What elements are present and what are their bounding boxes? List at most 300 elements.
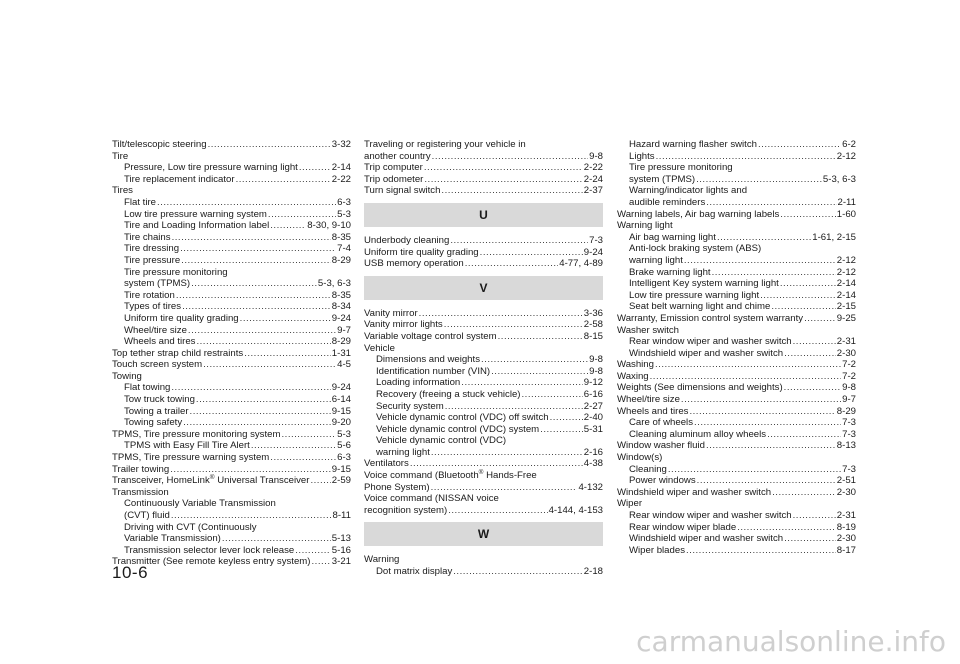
entry-text: Low tire pressure warning system [124, 208, 267, 220]
dot-leader [498, 331, 583, 343]
dot-leader [461, 377, 583, 389]
page-reference: 5-3 [337, 208, 351, 220]
entry-text: Types of tires [124, 301, 182, 313]
page-reference: 2-22 [331, 173, 351, 185]
entry-text: Continuously Variable Transmission [124, 498, 276, 510]
dot-leader [188, 325, 336, 337]
dot-leader [696, 174, 822, 186]
dot-leader [191, 278, 317, 290]
page-reference: 1-60 [836, 208, 856, 220]
page-reference: 9-8 [589, 365, 603, 377]
entry-text: Dot matrix display [376, 566, 453, 578]
entry-text: TPMS, Tire pressure warning system [112, 452, 270, 464]
entry-text: audible reminders [629, 196, 706, 208]
entry-text-part: Universal Transceiver [214, 475, 310, 487]
index-entry [617, 359, 856, 371]
dot-leader [424, 162, 583, 174]
page-reference: 9-24 [331, 312, 351, 324]
page-reference: 3-21 [331, 556, 351, 568]
index-subentry [617, 197, 856, 209]
index-entry [617, 382, 856, 394]
entry-text: Windshield wiper and washer switch [629, 347, 784, 359]
dot-leader [771, 301, 835, 313]
page-reference: 2-24 [583, 173, 603, 185]
entry-text: TPMS with Easy Fill Tire Alert [124, 440, 250, 452]
entry-text: Recovery (freeing a stuck vehicle) [376, 388, 521, 400]
page-reference: 8-15 [583, 330, 603, 342]
index-entry [112, 359, 351, 371]
page-reference: 6-3 [337, 196, 351, 208]
index-subentry [112, 440, 351, 452]
index-subentry [617, 174, 856, 186]
entry-text: Air bag warning light [629, 231, 716, 243]
index-subentry [112, 325, 351, 337]
dot-leader [270, 452, 336, 464]
entry-text: Transmission selector lever lock release [124, 544, 295, 556]
index-entry [617, 487, 856, 499]
entry-text: Washing [617, 359, 654, 371]
dot-leader [172, 232, 331, 244]
entry-text: Lights [629, 150, 655, 162]
entry-text: Wheel/tire size [617, 394, 680, 406]
page-reference: 2-14 [836, 289, 856, 301]
page-reference: 6-3 [337, 452, 351, 464]
page-reference: 2-30 [836, 486, 856, 498]
index-subentry [364, 412, 603, 424]
entry-text: warning light [376, 446, 430, 458]
index-subentry [617, 301, 856, 313]
index-column-1 [112, 139, 351, 568]
index-entry [112, 475, 351, 487]
index-subentry [112, 209, 351, 221]
dot-leader [780, 278, 836, 290]
page-reference: 1-61, 2-15 [812, 231, 856, 243]
dot-leader [480, 247, 583, 259]
index-column-3 [617, 139, 856, 556]
dot-leader [312, 556, 331, 568]
index-entry [364, 493, 603, 505]
index-subentry [617, 255, 856, 267]
index-subentry [364, 377, 603, 389]
page-reference: 7-4 [337, 243, 351, 255]
index-subentry [112, 278, 351, 290]
page-reference: 9-7 [842, 394, 856, 406]
dot-leader [784, 533, 836, 545]
index-subentry [364, 389, 603, 401]
entry-text: Dimensions and weights [376, 354, 480, 366]
index-entry [112, 487, 351, 499]
dot-leader [310, 475, 330, 487]
entry-text: Towing a trailer [124, 405, 189, 417]
entry-text: Rear window wiper and washer switch [629, 510, 792, 521]
index-entry [364, 554, 603, 566]
entry-text: Uniform tire quality grading [124, 312, 239, 324]
dot-leader [804, 313, 836, 325]
entry-text: warning light [629, 254, 683, 266]
page-reference: 1-31 [331, 347, 351, 359]
index-subentry [617, 243, 856, 255]
index-subentry [617, 151, 856, 163]
dot-leader [772, 487, 836, 499]
entry-text: Cleaning [629, 463, 667, 475]
index-entry [112, 429, 351, 441]
index-subentry [617, 185, 856, 197]
entry-text: (CVT) fluid [124, 510, 170, 521]
page-reference: 8-34 [331, 301, 351, 313]
page-reference: 9-15 [331, 463, 351, 475]
page-reference: 7-3 [589, 234, 603, 246]
dot-leader [445, 401, 583, 413]
dot-leader [441, 185, 582, 197]
index-subentry [364, 566, 603, 578]
page-reference: 2-59 [331, 475, 351, 487]
index-subentry [112, 290, 351, 302]
dot-leader [780, 209, 836, 221]
index-subentry [617, 278, 856, 290]
index-subentry [617, 545, 856, 557]
dot-leader [208, 139, 331, 151]
dot-leader [444, 319, 583, 331]
page-reference: 7-3 [842, 417, 856, 429]
index-subentry [112, 545, 351, 557]
index-entry [364, 247, 603, 259]
dot-leader [717, 232, 811, 244]
entry-text: Vehicle [364, 342, 395, 354]
entry-text: Turn signal switch [364, 185, 441, 197]
dot-leader [655, 359, 841, 371]
page-reference: 9-8 [842, 382, 856, 394]
entry-text: Top tether strap child restraints [112, 347, 244, 359]
dot-leader [295, 545, 331, 557]
page-reference: 9-12 [583, 377, 603, 389]
dot-leader [281, 429, 336, 441]
registered-mark: ® [209, 474, 215, 482]
page-reference: 9-20 [331, 417, 351, 429]
page-reference: 2-30 [836, 533, 856, 545]
entry-text: Weights (See dimensions and weights) [617, 382, 783, 394]
dot-leader [686, 545, 836, 557]
page-reference: 2-51 [836, 475, 856, 487]
index-entry [112, 452, 351, 464]
index-subentry [112, 406, 351, 418]
entry-text: Security system [376, 400, 444, 412]
entry-text: Washer switch [617, 324, 680, 336]
entry-text: Anti-lock braking system (ABS) [629, 243, 762, 255]
index-subentry [617, 290, 856, 302]
entry-text: Wheels and tires [617, 405, 689, 417]
entry-text: Tire replacement indicator [124, 173, 235, 185]
entry-text-part: Hands-Free [483, 470, 537, 482]
index-entry [112, 371, 351, 383]
dot-leader [182, 301, 331, 313]
entry-text: Tilt/telescopic steering [112, 139, 207, 150]
dot-leader [689, 406, 835, 418]
index-entry [364, 174, 603, 186]
index-subentry [617, 336, 856, 348]
page-reference: 2-12 [836, 254, 856, 266]
entry-text: Towing [112, 370, 142, 382]
index-subentry [617, 533, 856, 545]
dot-leader [244, 348, 331, 360]
dot-leader [419, 308, 583, 320]
dot-leader [431, 482, 578, 494]
page-reference: 2-16 [583, 446, 603, 458]
dot-leader [737, 522, 836, 534]
page-reference: 5-3, 6-3 [317, 278, 351, 290]
index-entry [617, 209, 856, 221]
index-subentry [617, 464, 856, 476]
page-reference: 9-7 [337, 324, 351, 336]
dot-leader [196, 394, 331, 406]
entry-text: Trailer towing [112, 463, 170, 475]
entry-text: Rear window wiper and washer switch [629, 336, 792, 348]
entry-text: Vanity mirror [364, 307, 418, 319]
index-subentry [112, 174, 351, 186]
dot-leader [176, 290, 331, 302]
index-subentry [112, 510, 351, 522]
index-subentry [364, 354, 603, 366]
page-reference: 3-32 [331, 139, 351, 150]
page-reference: 9-25 [836, 312, 856, 324]
page-reference: 2-37 [583, 185, 603, 197]
entry-text: Warning/indicator lights and [629, 185, 748, 197]
index-entry [112, 348, 351, 360]
entry-text: Power windows [629, 475, 696, 487]
entry-text: Wiper [617, 498, 643, 510]
entry-text: Transmitter (See remote keyless entry system) [112, 556, 311, 568]
page-reference: 8-29 [331, 336, 351, 348]
index-subentry [617, 429, 856, 441]
index-subentry [112, 301, 351, 313]
page-reference: 4-38 [583, 458, 603, 470]
page-reference: 9-24 [583, 246, 603, 258]
entry-text: Tires [112, 185, 133, 197]
entry-text: Windshield wiper and washer switch [617, 486, 772, 498]
page-reference: 2-31 [836, 336, 856, 348]
entry-text: recognition system) [364, 504, 448, 516]
entry-text: Window(s) [617, 452, 663, 464]
dot-leader [550, 412, 583, 424]
entry-text: Tire chains [124, 231, 171, 243]
entry-text: Variable Transmission) [124, 533, 221, 545]
entry-text: Underbody cleaning [364, 234, 450, 246]
index-subentry [112, 417, 351, 429]
entry-text: Trip computer [364, 162, 423, 174]
entry-text: Traveling or registering your vehicle in [364, 139, 526, 150]
dot-leader [424, 174, 582, 186]
entry-text: Windshield wiper and washer switch [629, 533, 784, 545]
entry-text: Waxing [617, 370, 649, 382]
entry-text: Care of wheels [629, 417, 693, 429]
section-letter-header: V [364, 276, 603, 300]
entry-text: Tire rotation [124, 289, 175, 301]
entry-text: Touch screen system [112, 359, 203, 371]
index-subentry [617, 267, 856, 279]
page-reference: 2-12 [836, 266, 856, 278]
entry-text: Warranty, Emission control system warranty [617, 312, 804, 324]
page-reference: 2-31 [836, 510, 856, 521]
index-subentry [617, 510, 856, 522]
index-subentry [112, 255, 351, 267]
page-reference: 6-16 [583, 388, 603, 400]
index-subentry [112, 243, 351, 255]
entry-text: Vehicle dynamic control (VDC) off switch [376, 412, 549, 424]
dot-leader [453, 566, 583, 578]
entry-text: another country [364, 150, 431, 162]
page-reference: 6-14 [331, 394, 351, 406]
index-subentry [112, 162, 351, 174]
index-subentry [364, 366, 603, 378]
index-entry [112, 464, 351, 476]
page-reference: 8-11 [332, 510, 351, 521]
entry-text-part: Transceiver, HomeLink [112, 475, 210, 487]
page-reference: 9-24 [331, 382, 351, 394]
dot-leader [793, 336, 836, 348]
page-reference: 5-16 [331, 544, 351, 556]
index-subentry [112, 498, 351, 510]
entry-text: USB memory operation [364, 258, 464, 270]
dot-leader [196, 336, 330, 348]
index-column-2 [364, 139, 603, 578]
entry-text: Uniform tire quality grading [364, 246, 479, 258]
dot-leader [668, 464, 841, 476]
entry-text [112, 475, 309, 487]
dot-leader [758, 139, 841, 151]
page-reference: 5-3 [337, 428, 351, 440]
watermark: carmanualsonline.info [636, 625, 946, 658]
index-entry [617, 394, 856, 406]
dot-leader [222, 533, 331, 545]
index-entry [364, 308, 603, 320]
page-reference: 7-2 [842, 359, 856, 371]
page-reference: 4-5 [337, 359, 351, 371]
entry-text: Variable voltage control system [364, 330, 497, 342]
entry-text: Wheel/tire size [124, 324, 187, 336]
registered-mark: ® [478, 468, 484, 476]
entry-text: Rear window wiper blade [629, 521, 737, 533]
index-subentry [364, 424, 603, 436]
dot-leader [706, 440, 836, 452]
entry-text: Warning labels, Air bag warning labels [617, 208, 780, 220]
page-reference: 7-3 [842, 463, 856, 475]
page-reference: 9-15 [331, 405, 351, 417]
dot-leader [431, 447, 583, 459]
index-subentry [112, 394, 351, 406]
dot-leader [240, 313, 331, 325]
index-entry [364, 343, 603, 355]
index-subentry [112, 220, 351, 232]
entry-text: Warning [364, 554, 400, 566]
entry-text: Vehicle dynamic control (VDC) [376, 435, 507, 447]
dot-leader [650, 371, 841, 383]
dot-leader [236, 174, 331, 186]
entry-text: Pressure, Low tire pressure warning light [124, 162, 298, 174]
index-entry [364, 151, 603, 163]
index-entry [364, 258, 603, 270]
dot-leader [181, 255, 331, 267]
index-entry [617, 325, 856, 337]
page-reference: 2-18 [583, 566, 603, 578]
entry-text: Tire dressing [124, 243, 180, 255]
dot-leader [684, 255, 836, 267]
index-entry [617, 406, 856, 418]
dot-leader [491, 366, 588, 378]
entry-text: Flat towing [124, 382, 171, 394]
entry-text: Brake warning light [629, 266, 711, 278]
page-reference: 2-27 [583, 400, 603, 412]
index-subentry [112, 313, 351, 325]
entry-text: Wheels and tires [124, 336, 196, 348]
index-entry [112, 185, 351, 197]
entry-text: Loading information [376, 377, 461, 389]
page-reference: 5-6 [337, 440, 351, 452]
dot-leader [784, 348, 836, 360]
dot-leader [203, 359, 336, 371]
page-reference: 2-58 [583, 319, 603, 331]
entry-text: Warning light [617, 220, 673, 232]
dot-leader [784, 382, 841, 394]
index-subentry [112, 197, 351, 209]
page-reference: 2-12 [836, 150, 856, 162]
page-reference: 8-29 [836, 405, 856, 417]
index-entry [112, 139, 351, 151]
dot-leader [432, 151, 588, 163]
dot-leader [760, 290, 836, 302]
dot-leader [656, 151, 836, 163]
dot-leader [171, 510, 332, 522]
dot-leader [697, 475, 836, 487]
entry-text: Tire [112, 150, 129, 162]
page-reference: 5-31 [583, 423, 603, 435]
page-number: 10-6 [112, 563, 149, 582]
entry-text: Vanity mirror lights [364, 319, 443, 331]
entry-text [364, 470, 537, 482]
dot-leader [540, 424, 583, 436]
entry-text: Low tire pressure warning light [629, 289, 760, 301]
page-reference: 8-17 [836, 544, 856, 556]
page-reference: 8-35 [331, 231, 351, 243]
page-reference: 7-2 [842, 370, 856, 382]
dot-leader [522, 389, 583, 401]
dot-leader [299, 162, 331, 174]
index-entry [364, 162, 603, 174]
dot-leader [157, 197, 336, 209]
dot-leader [481, 354, 588, 366]
entry-text: Seat belt warning light and chime [629, 301, 771, 313]
entry-text: Voice command (NISSAN voice [364, 493, 499, 505]
dot-leader [180, 243, 336, 255]
page-reference: 4-144, 4-153 [548, 504, 603, 516]
index-entry [617, 371, 856, 383]
index-subentry [112, 267, 351, 279]
page-reference: 8-19 [836, 521, 856, 533]
index-entry [617, 440, 856, 452]
index-subentry [364, 435, 603, 447]
dot-leader [171, 382, 330, 394]
dot-leader [767, 429, 841, 441]
index-subentry [364, 447, 603, 459]
entry-text: Driving with CVT (Continuously [124, 521, 257, 533]
dot-leader [706, 197, 836, 209]
dot-leader [270, 220, 306, 232]
index-subentry [112, 336, 351, 348]
page-reference: 2-14 [331, 162, 351, 174]
index-subentry [617, 522, 856, 534]
index-entry [364, 235, 603, 247]
entry-text: Tire pressure monitoring [629, 162, 733, 174]
index-subentry [617, 348, 856, 360]
entry-text: TPMS, Tire pressure monitoring system [112, 428, 281, 440]
